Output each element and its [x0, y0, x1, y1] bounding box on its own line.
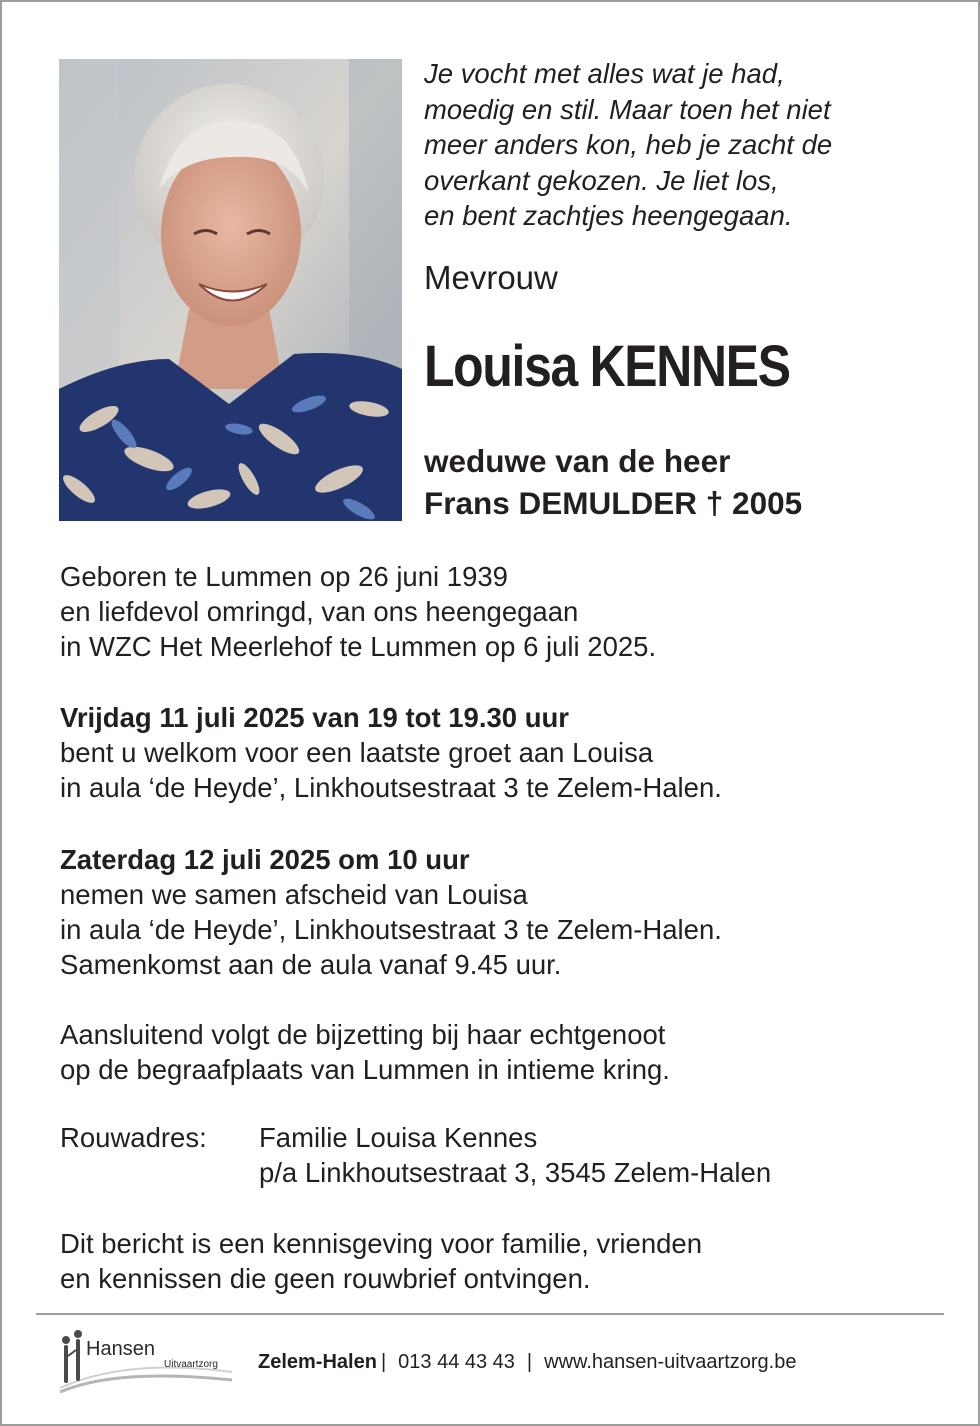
poem-line: meer anders kon, heb je zacht de	[424, 129, 833, 160]
birth-death-text	[60, 559, 656, 664]
burial-text	[60, 1017, 670, 1087]
text-line: Geboren te Lummen op 26 juni 1939	[60, 561, 508, 592]
visitation-heading: Vrijdag 11 juli 2025 van 19 tot 19.30 uur	[60, 702, 569, 733]
footer-location: Zelem-Halen	[258, 1351, 377, 1373]
spouse-line: weduwe van de heer	[424, 443, 731, 479]
text-line: op de begraafplaats van Lummen in intieme kring.	[60, 1054, 670, 1085]
text-line: nemen we samen afscheid van Louisa	[60, 879, 528, 910]
address-line: p/a Linkhoutsestraat 3, 3545 Zelem-Halen	[259, 1157, 772, 1188]
poem-line: Je vocht met alles wat je had,	[424, 58, 785, 89]
footer-separator: |	[380, 1351, 387, 1373]
text-line: bent u welkom voor een laatste groet aan Louisa	[60, 737, 654, 768]
poem-line: moedig en stil. Maar toen het niet	[424, 93, 831, 125]
address-line: Familie Louisa Kennes	[259, 1122, 538, 1153]
farewell-section	[60, 842, 722, 982]
footer-contact	[258, 1349, 796, 1375]
spouse-line: Frans DEMULDER † 2005	[424, 485, 803, 521]
text-line: Dit bericht is een kennisgeving voor familie, vrienden	[60, 1228, 702, 1259]
portrait-photo	[59, 59, 402, 521]
text-line: in aula ‘de Heyde’, Linkhoutsestraat 3 te Zelem-Halen.	[60, 914, 722, 945]
farewell-heading: Zaterdag 12 juli 2025 om 10 uur	[60, 844, 470, 875]
logo-subtitle: Uitvaartzorg	[164, 1359, 218, 1370]
honorific: Mevrouw	[424, 259, 558, 296]
notice-text	[60, 1226, 702, 1296]
poem-line: overkant gekozen. Je liet los,	[424, 164, 779, 196]
footer-separator: |	[526, 1351, 533, 1373]
text-line: in WZC Het Meerlehof te Lummen op 6 juli 2025.	[60, 631, 657, 662]
poem-line: en bent zachtjes heengegaan.	[424, 200, 793, 231]
funeral-home-logo	[56, 1328, 236, 1394]
address-label: Rouwadres:	[60, 1122, 207, 1153]
text-line: Samenkomst aan de aula vanaf 9.45 uur.	[60, 949, 562, 980]
deceased-name: Louisa KENNES	[424, 334, 790, 399]
text-line: en kennissen die geen rouwbrief ontvingen.	[60, 1263, 591, 1294]
address-lines	[259, 1120, 771, 1190]
poem	[424, 56, 954, 234]
footer-website[interactable]: www.hansen-uitvaartzorg.be	[544, 1351, 797, 1373]
footer-divider	[36, 1313, 944, 1315]
footer-phone[interactable]: 013 44 43 43	[398, 1351, 515, 1373]
visitation-section	[60, 700, 722, 805]
text-line: en liefdevol omringd, van ons heengegaan	[60, 596, 579, 627]
logo-name: Hansen	[86, 1338, 155, 1360]
text-line: Aansluitend volgt de bijzetting bij haar echtgenoot	[60, 1019, 666, 1050]
spouse-info	[424, 440, 802, 524]
text-line: in aula ‘de Heyde’, Linkhoutsestraat 3 te Zelem-Halen.	[60, 772, 722, 803]
